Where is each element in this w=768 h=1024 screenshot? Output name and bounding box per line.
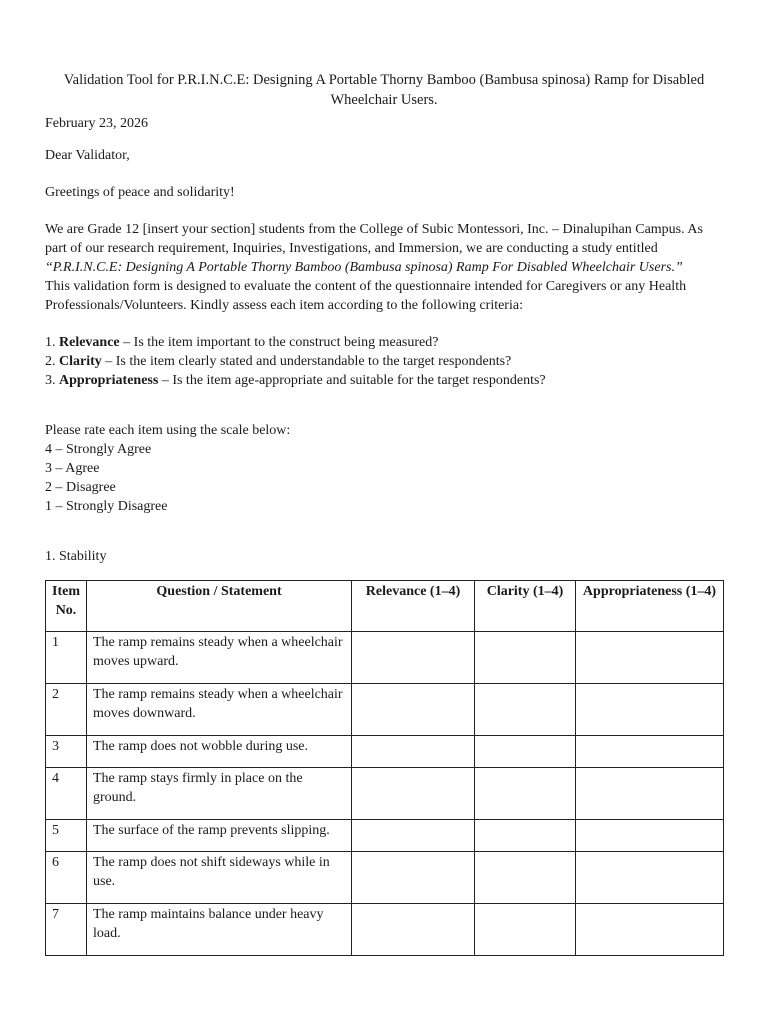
greeting: Greetings of peace and solidarity!: [45, 185, 235, 200]
criterion-clarity: 2. Clarity – Is the item clearly stated and understandable to the target respondents?: [45, 354, 512, 369]
scale-intro: Please rate each item using the scale below:: [45, 423, 291, 438]
intro-paragraph: [45, 220, 723, 315]
item-number: 7: [46, 904, 87, 956]
header-item-no: Item No.: [46, 581, 87, 632]
appropriateness-rating-cell[interactable]: [576, 904, 724, 956]
clarity-rating-cell[interactable]: [475, 820, 576, 852]
relevance-rating-cell[interactable]: [352, 632, 475, 684]
relevance-rating-cell[interactable]: [352, 768, 475, 820]
appropriateness-rating-cell[interactable]: [576, 820, 724, 852]
relevance-rating-cell[interactable]: [352, 852, 475, 904]
header-statement: Question / Statement: [87, 581, 352, 632]
clarity-rating-cell[interactable]: [475, 736, 576, 768]
item-statement: The ramp does not shift sideways while in use.: [87, 852, 352, 904]
clarity-rating-cell[interactable]: [475, 684, 576, 736]
item-number: 3: [46, 736, 87, 768]
clarity-rating-cell[interactable]: [475, 768, 576, 820]
item-number: 5: [46, 820, 87, 852]
scale-level: 4 – Strongly Agree: [45, 442, 152, 457]
header-appropriateness: Appropriateness (1–4): [576, 581, 724, 632]
table-row: [46, 820, 724, 852]
appropriateness-rating-cell[interactable]: [576, 768, 724, 820]
document-title: Validation Tool for P.R.I.N.C.E: Designing A Portable Thorny Bamboo (Bambusa spinosa) Ramp for Disabled Wheelchair Users.: [63, 72, 705, 108]
table-row: [46, 684, 724, 736]
item-number: 2: [46, 684, 87, 736]
criterion-term: Relevance: [59, 335, 120, 350]
item-statement: The ramp remains steady when a wheelchair moves downward.: [87, 684, 352, 736]
intro-text: We are Grade 12 [insert your section] students from the College of Subic Montessori, Inc. – Dinalupihan Campus. As part of our research requirement, Inquiries, Investigations, and Immersion, we are conducting a study entitled: [45, 222, 703, 256]
item-number: 6: [46, 852, 87, 904]
table-row: [46, 768, 724, 820]
rating-table: [45, 580, 724, 956]
relevance-rating-cell[interactable]: [352, 684, 475, 736]
appropriateness-rating-cell[interactable]: [576, 684, 724, 736]
table-row: [46, 904, 724, 956]
table-header-row: [46, 581, 724, 632]
study-title: “P.R.I.N.C.E: Designing A Portable Thorny Bamboo (Bambusa spinosa) Ramp For Disabled Wheelchair Users.”: [45, 260, 683, 275]
criterion-term: Clarity: [59, 354, 102, 369]
appropriateness-rating-cell[interactable]: [576, 852, 724, 904]
clarity-rating-cell[interactable]: [475, 852, 576, 904]
appropriateness-rating-cell[interactable]: [576, 632, 724, 684]
scale-level: 3 – Agree: [45, 461, 100, 476]
item-number: 1: [46, 632, 87, 684]
item-statement: The ramp does not wobble during use.: [87, 736, 352, 768]
letter-date: February 23, 2026: [45, 116, 149, 131]
header-relevance: Relevance (1–4): [352, 581, 475, 632]
salutation: Dear Validator,: [45, 148, 130, 163]
section-title: 1. Stability: [45, 549, 107, 564]
clarity-rating-cell[interactable]: [475, 632, 576, 684]
table-row: [46, 852, 724, 904]
criterion-term: Appropriateness: [59, 373, 159, 388]
relevance-rating-cell[interactable]: [352, 736, 475, 768]
item-statement: The ramp maintains balance under heavy load.: [87, 904, 352, 956]
relevance-rating-cell[interactable]: [352, 904, 475, 956]
criterion-appropriateness: 3. Appropriateness – Is the item age-appropriate and suitable for the target respondents?: [45, 373, 546, 388]
scale-level: 2 – Disagree: [45, 480, 116, 495]
table-row: [46, 632, 724, 684]
item-statement: The ramp remains steady when a wheelchair moves upward.: [87, 632, 352, 684]
clarity-rating-cell[interactable]: [475, 904, 576, 956]
item-statement: The ramp stays firmly in place on the ground.: [87, 768, 352, 820]
table-row: [46, 736, 724, 768]
item-statement: The surface of the ramp prevents slipping.: [87, 820, 352, 852]
relevance-rating-cell[interactable]: [352, 820, 475, 852]
header-clarity: Clarity (1–4): [475, 581, 576, 632]
intro-purpose: This validation form is designed to evaluate the content of the questionnaire intended for Caregivers or any Health Professionals/Volunteers. Kindly assess each item according to the following criteria:: [45, 279, 687, 313]
criterion-relevance: 1. Relevance – Is the item important to the construct being measured?: [45, 335, 439, 350]
appropriateness-rating-cell[interactable]: [576, 736, 724, 768]
item-number: 4: [46, 768, 87, 820]
scale-level: 1 – Strongly Disagree: [45, 499, 168, 514]
